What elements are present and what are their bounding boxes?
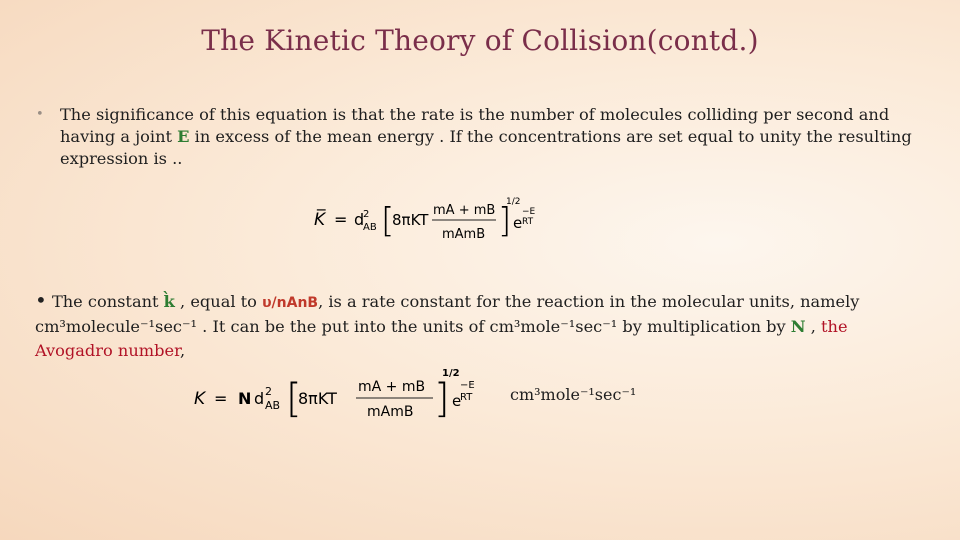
eq1-e: e bbox=[513, 214, 523, 232]
eq2-8pikt: 8πKT bbox=[298, 389, 337, 408]
eq2-bracket-right: ] bbox=[434, 376, 450, 422]
bullet: • bbox=[36, 107, 44, 122]
eq1-exponent: 1/2 bbox=[506, 197, 521, 207]
eq1-d-sup: 2 bbox=[363, 209, 370, 220]
eq2-equals: = bbox=[214, 389, 228, 408]
eq1-e-den: RT bbox=[522, 217, 534, 227]
para1-text-pre: The significance of this equation is that the rate is the number of molecules colliding per second and having a joint bbox=[60, 105, 890, 146]
rate-units: cm³mole⁻¹sec⁻¹ bbox=[510, 385, 637, 404]
eq2-numerator: mA + mB bbox=[358, 379, 426, 395]
eq1-d-sub: AB bbox=[363, 222, 377, 233]
rate-constant-symbol: k̀ bbox=[163, 292, 175, 311]
rate-equation-2 bbox=[190, 362, 500, 424]
eq2-e-den: RT bbox=[460, 392, 473, 403]
paragraph-significance bbox=[36, 104, 930, 170]
eq2-denominator: mAmB bbox=[367, 404, 414, 420]
eq1-bracket-right: ] bbox=[498, 201, 512, 241]
avogadro-text: the Avogadro number bbox=[35, 317, 848, 360]
avogadro-symbol: N bbox=[790, 317, 806, 336]
eq2-d-sup: 2 bbox=[265, 385, 272, 398]
eq1-equals: = bbox=[334, 210, 348, 229]
eq1-d: d bbox=[354, 210, 365, 229]
eq2-lhs: K bbox=[194, 389, 206, 409]
paragraph-rate-constant bbox=[35, 288, 915, 363]
eq1-8pikt: 8πKT bbox=[392, 211, 429, 229]
eq2-exponent: 1/2 bbox=[442, 368, 460, 379]
para2-end: , bbox=[180, 341, 186, 360]
eq1-denominator: mAmB bbox=[442, 227, 486, 242]
eq2-e: e bbox=[452, 392, 462, 410]
eq2-d: d bbox=[254, 389, 265, 408]
rate-equation-1 bbox=[310, 188, 560, 244]
para2-comma: , bbox=[805, 317, 822, 336]
bullet: • bbox=[35, 288, 47, 312]
collision-ratio: υ/nAnB bbox=[262, 295, 319, 311]
eq2-bracket-left: [ bbox=[286, 376, 302, 422]
eq2-d-sub: AB bbox=[265, 399, 281, 412]
eq1-bracket-left: [ bbox=[381, 201, 395, 241]
para2-text-pre: The constant bbox=[46, 292, 164, 311]
para1-text-post: in excess of the mean energy . If the concentrations are set equal to unity the resulting expression is .. bbox=[60, 127, 912, 168]
para2-text-mid2: , is a rate constant for the reaction in the molecular units, namely cm³molecule⁻¹sec⁻¹ . It can be the put into the units of cm³mole⁻¹sec⁻¹ by multiplication by bbox=[35, 292, 860, 336]
eq2-e-num: −E bbox=[460, 380, 475, 391]
para2-text-mid1: , equal to bbox=[174, 292, 263, 311]
eq1-numerator: mA + mB bbox=[433, 203, 496, 218]
eq1-e-num: −E bbox=[522, 207, 536, 217]
slide-title: The Kinetic Theory of Collision(contd.) bbox=[201, 24, 759, 57]
eq2-N: N bbox=[238, 389, 252, 408]
energy-symbol: E bbox=[177, 127, 190, 146]
eq1-lhs: K̅ bbox=[314, 210, 326, 230]
